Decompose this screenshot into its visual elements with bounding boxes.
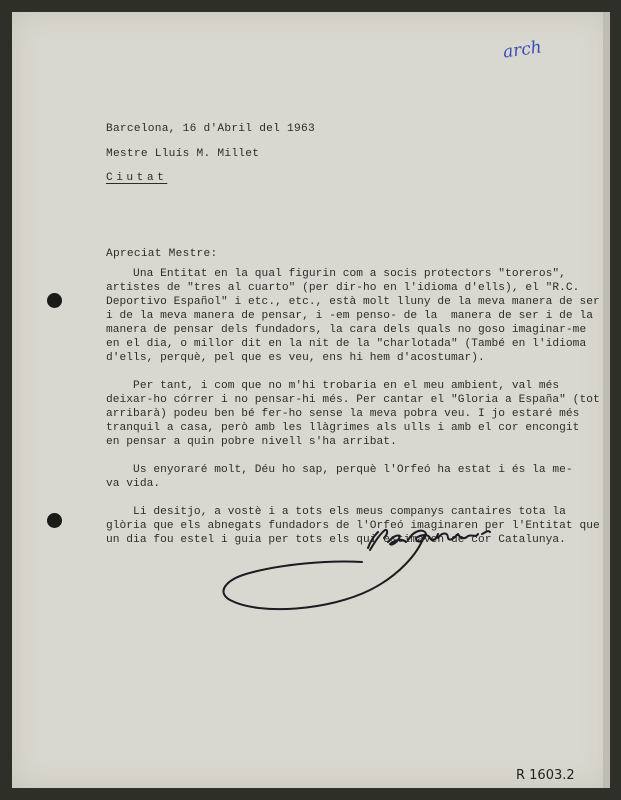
punch-hole-bottom bbox=[47, 513, 62, 528]
city-line: Ciutat bbox=[106, 172, 168, 184]
body-line: Deportivo Español" i etc., etc., està molt lluny de la meva manera de ser bbox=[106, 296, 600, 308]
body-line: artistes de "tres al cuarto" (per dir-ho en l'idioma d'ells), el "R.C. bbox=[106, 282, 580, 294]
handwritten-signature bbox=[220, 520, 530, 620]
archive-reference: R 1603.2 bbox=[516, 768, 575, 783]
body-line: manera de pensar dels fundadors, la cara dels quals no goso imaginar-me bbox=[106, 324, 587, 336]
page-edge bbox=[603, 12, 610, 788]
body-line: Li desitjo, a vostè i a tots els meus companys cantaires tota la bbox=[106, 506, 566, 518]
body-line: Us enyoraré molt, Déu ho sap, perquè l'Orfeó ha estat i és la me- bbox=[106, 464, 573, 476]
body-line: tranquil a casa, però amb les llàgrimes als ulls i amb el cor encongit bbox=[106, 422, 580, 434]
body-line: deixar-ho córrer i no pensar-hi més. Per cantar el "Gloria a España" (tot bbox=[106, 394, 600, 406]
punch-hole-top bbox=[47, 293, 62, 308]
body-line: Per tant, i com que no m'hi trobaria en el meu ambient, val més bbox=[106, 380, 560, 392]
body-line: i de la meva manera de pensar, i -em penso- de la manera de ser i de la bbox=[106, 310, 593, 322]
body-line: en el dia, o millor dit en la nit de la "charlotada" (També en l'idioma bbox=[106, 338, 587, 350]
body-line: en pensar a quin pobre nivell s'ha arribat. bbox=[106, 436, 397, 448]
body-line: va vida. bbox=[106, 478, 161, 490]
body-line: un dia fou estel i guia per tots els qui estimaven de cor Catalunya. bbox=[106, 534, 566, 546]
body-line: arribarà) podeu ben bé fer-ho sense la meva pobra veu. I jo estaré més bbox=[106, 408, 580, 420]
body-line: d'ells, perquè, pel que es veu, ens hi hem d'acostumar). bbox=[106, 352, 485, 364]
recipient-line: Mestre Lluís M. Millet bbox=[106, 148, 260, 160]
body-line: Una Entitat en la qual figurin com a socis protectors "toreros", bbox=[106, 268, 566, 280]
date-line: Barcelona, 16 d'Abril del 1963 bbox=[106, 123, 315, 135]
body-line: glòria que els abnegats fundadors de l'Orfeó imaginaren per l'Entitat que bbox=[106, 520, 600, 532]
salutation: Apreciat Mestre: bbox=[106, 248, 218, 260]
archive-annotation: arch bbox=[501, 37, 543, 63]
